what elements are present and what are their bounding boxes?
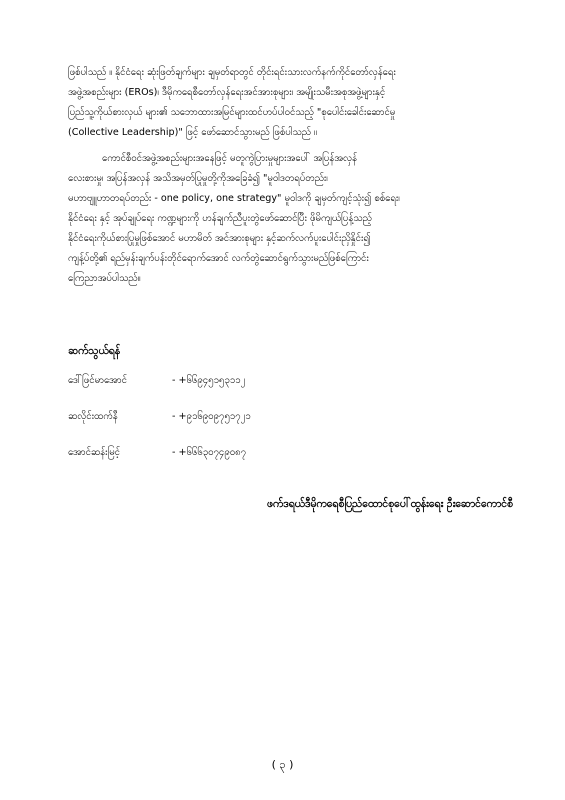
contact-row [68, 374, 368, 410]
contact-name: အောင်ဆန်းမြင့် [68, 447, 120, 458]
page-number: ( ၃ ) [271, 758, 294, 771]
paragraph-2-line: ကျန့်ပ်တို့၏ ရည်မှန်းချက်ပန်းတိုင်ရောက်အောင် လက်တွဲဆောင်ရွက်သွားမည်ဖြစ်ကြောင်း [68, 253, 369, 264]
contact-phone: - +၆၆၆၃၀၇၄၉၀၈၇ [172, 447, 246, 458]
paragraph-1-line: ပြည်သူ့ကိုယ်စားလှယ် များ၏ သဘောထားအမြင်များထင်ဟပ်ပါဝင်သည့် "စုပေါင်းခေါင်းဆောင်မှု [68, 107, 396, 118]
contact-list [68, 374, 368, 482]
paragraph-2-line: လေးစားမှု၊ အပြန်အလှန် အသိအမှတ်ပြုမှုတို့ကိုအခြေခံ၍ "မူဝါဒတရပ်တည်း၊ [68, 173, 328, 184]
paragraph-1-line: (Collective Leadership)" ဖြင့် ဖော်ဆောင်သွားမည် ဖြစ်ပါသည် ။ [68, 127, 317, 138]
contact-name: ဒေါ်ဖြင်မာအောင် [68, 375, 127, 386]
paragraph-2-line: ကြေညာအပ်ပါသည်။ [68, 273, 141, 284]
contact-phone: - +၉၁၆၉၀၉၇၅၁၇၂၁ [172, 411, 251, 422]
paragraph-2 [68, 149, 498, 289]
paragraph-2-line: ကောင်စီဝင်အဖွဲ့အစည်းများအနေဖြင့် မတူကွဲပြားမှုများအပေါ် အပြန်အလှန် [102, 153, 358, 164]
contact-phone: - +၆၆၉၄၅၁၅၃၁၁၂ [172, 375, 246, 386]
paragraph-1-line: အဖွဲ့အစည်းများ (EROs)၊ ဒီမိုကရေစီတော်လှန်ရေးအင်အားစုများ၊ အမျိုးသမီးအစုအဖွဲ့များနှင့် [68, 87, 386, 98]
signature-organization: ဖက်ဒရယ်ဒီမိုကရေစီပြည်ထောင်စုပေါ်ထွန်းရေး ဦးဆောင်ကောင်စီ [267, 498, 513, 510]
contact-heading: ဆက်သွယ်ရန် [68, 345, 121, 357]
contact-name: ဆလိုင်းထက်နီ [68, 411, 118, 422]
paragraph-2-line: နိုင်ငံရေး နှင့် အုပ်ချုပ်ရေး ကဏ္ဍများကို ဟန်ချက်ညီပူးတွဲဖော်ဆောင်ပြီး ဖိုမိကျယ်ပြန့်သည့် [68, 213, 372, 224]
paragraph-2-line: မဟာဗျူဟာတရပ်တည်း - one policy, one strategy" မူဝါဒကို ချမှတ်ကျင့်သုံး၍ စစ်ရေး၊ [68, 193, 400, 204]
paragraph-1-line: ဖြစ်ပါသည် ။ နိုင်ငံရေး ဆုံးဖြတ်ချက်များ ချမှတ်ရာတွင် တိုင်းရင်းသားလက်နက်ကိုင်တော်လှန်ရေး [68, 67, 396, 78]
paragraph-2-line: နိုင်ငံရေးကိုယ်စားပြုမှုဖြစ်အောင် မဟာမိတ် အင်အားစုများ နှင့်ဆက်လက်ပူးပေါင်းညှိနှိုင်း၍ [68, 233, 371, 244]
contact-row [68, 410, 368, 446]
contact-row [68, 446, 368, 482]
paragraph-1 [68, 63, 498, 143]
